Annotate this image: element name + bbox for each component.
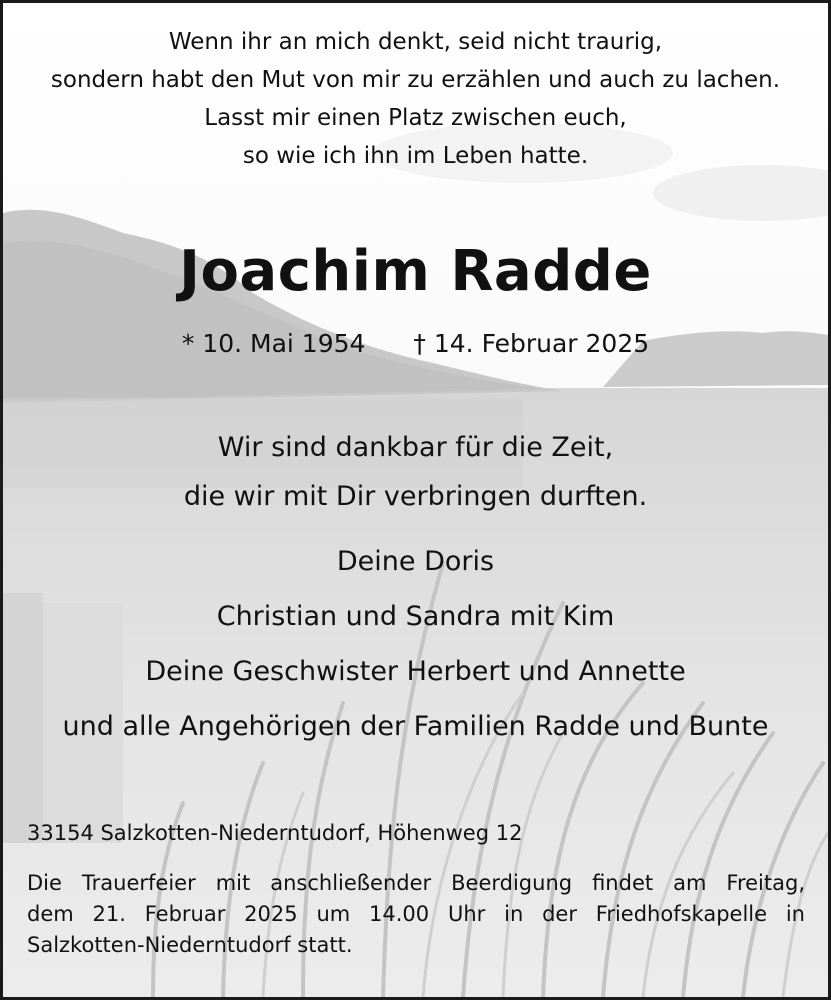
- poem-line: Wenn ihr an mich denkt, seid nicht traurig,: [168, 29, 663, 55]
- funeral-line: dem 21. Februar 2025 um 14.00 Uhr in der Friedhofskapelle in: [27, 902, 805, 926]
- gratitude-line: die wir mit Dir verbringen durften.: [183, 481, 648, 512]
- mourner-line: Deine Doris: [336, 546, 495, 577]
- gratitude-line: Wir sind dankbar für die Zeit,: [217, 432, 614, 463]
- mourner-line: Christian und Sandra mit Kim: [216, 601, 615, 632]
- mourner-line: und alle Angehörigen der Familien Radde und Bunte: [62, 711, 769, 742]
- poem-line: so wie ich ihn im Leben hatte.: [242, 143, 589, 169]
- funeral-line: Die Trauerfeier mit anschließender Beerdigung findet am Freitag,: [27, 871, 805, 895]
- gratitude-text: [3, 423, 828, 521]
- funeral-details: [27, 868, 805, 961]
- poem-line: Lasst mir einen Platz zwischen euch,: [204, 105, 627, 131]
- mourner-line: Deine Geschwister Herbert und Annette: [145, 656, 686, 687]
- family-address: 33154 Salzkotten-Niederntudorf, Höhenweg 12: [27, 821, 523, 845]
- funeral-line: Salzkotten-Niederntudorf statt.: [27, 933, 353, 957]
- deceased-name: Joachim Radde: [179, 239, 652, 304]
- memorial-poem: [3, 23, 828, 175]
- life-dates: [3, 329, 828, 358]
- birth-date: * 10. Mai 1954: [181, 329, 366, 358]
- poem-line: sondern habt den Mut von mir zu erzählen und auch zu lachen.: [50, 67, 781, 93]
- death-date: † 14. Februar 2025: [413, 329, 650, 358]
